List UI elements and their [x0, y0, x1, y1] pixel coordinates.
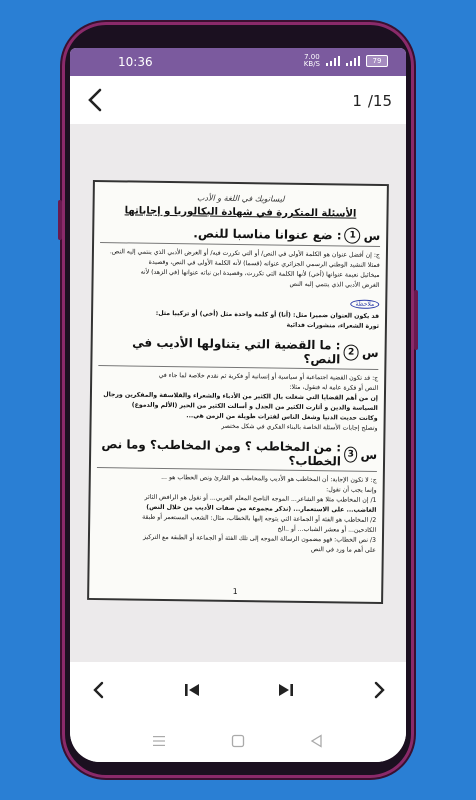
doc-page-number: 1 [232, 586, 238, 597]
network-speed: 7.00 KB/S [303, 53, 320, 68]
doc-title: الأسئلة المتكررة في شهادة البكالوريا و إجاباتها [124, 205, 357, 220]
current-page: 1 [352, 92, 362, 110]
page-indicator [352, 92, 392, 110]
question-3: س 3 : من المخاطب ؟ ومن المخاطب؟ وما نص الخطاب؟ [97, 437, 377, 472]
nav-back-icon[interactable] [308, 732, 326, 750]
total-pages: /15 [367, 92, 392, 110]
skip-first-icon[interactable] [178, 676, 206, 704]
answer-line: الغاضب... على الاستعمار... (نذكر مجموعة من صفات الأديب من خلال النص) [146, 503, 377, 514]
answer-line: وإنما يجب أن نقول: [326, 486, 377, 494]
skip-last-icon[interactable] [272, 676, 300, 704]
answer-line: ج: إن أفضل عنوان هو الكلمة الأولى في النص/ أو التي تكررت فيه/ أو الغرض الأدبي الذي ينتمي إليه النص. [109, 248, 380, 259]
answer-line: وكانت حديث الدنيا وشغل الناس لفترات طويلة من الزمن هي... [186, 412, 378, 422]
answer-line: وتصلح إجابات الأسئلة الخاصة بالبناء الفكري في شكل مختصر [221, 422, 378, 432]
phone-screen [70, 48, 406, 762]
status-time: 10:36 [118, 55, 153, 69]
answer-line: النص أو فكرة عامة له فنقول، مثلا: [289, 383, 379, 392]
note-line: قد يكون العنوان ضميرا مثل: (أنا) أو كلمة واحدة مثل (أخي) أو تركيبا مثل: [155, 309, 380, 320]
answer-line: الكادحين... أو معشر الشباب... أو ..الخ [277, 525, 377, 534]
question-2: س 2 : ما القضية التي يتناولها الأديب في النص؟ [98, 335, 378, 370]
answer-line: 3/ نص الخطاب: فهو مضمون الرسالة الموجه إلى تلك الفئة أو الجماعة أو الطبقة مع التركيز [142, 533, 376, 544]
status-bar [70, 48, 406, 76]
answer-line: السياسة والدين و أثارت الكثير من الجدل و أسالت الكثير من الحبر (الألم والدموع) [131, 401, 378, 412]
power-button [414, 290, 418, 350]
question-1: س 1 : ضع عنوانا مناسبا للنص. [100, 224, 380, 247]
page-controls [70, 662, 406, 720]
signal-icon [326, 56, 340, 66]
document-viewer[interactable] [70, 124, 406, 662]
system-nav-bar [70, 720, 406, 762]
answer-line: الغرض الأدبي الذي ينتمي إليه النص [289, 280, 380, 289]
volume-button [58, 200, 62, 240]
chevron-right-icon[interactable] [366, 676, 394, 704]
home-icon[interactable] [229, 732, 247, 750]
arrow-left-icon[interactable] [84, 86, 110, 114]
doc-header: ليسانويك في اللغة و الأدب [196, 193, 285, 204]
answer-line: على أهم ما ورد في النص [310, 546, 376, 554]
answer-line: ج: قد تكون القضية اجتماعية أو سياسية أو إنسانية أو فكرية ثم نقدم خلاصة لما جاء في [158, 371, 379, 382]
battery-icon: 79 [366, 55, 388, 67]
menu-icon[interactable] [150, 732, 168, 750]
answer-line: 2/ المخاطب هو الفئة أو الجماعة التي يتوجه إليها بالخطاب، مثال: الشعب المستعمر أو طبقة [142, 513, 377, 524]
document-page [87, 180, 389, 604]
answer-line: إن من أهم القضايا التي شغلت بال الكثير من الأدباء والشعراء والفلاسفة والمفكرين ورجال [103, 391, 378, 402]
answer-line: ج: لا تكون الإجابة: أن المخاطب هو الأديب والمخاطب هو القارئ ونص الخطاب هو ... [161, 473, 377, 484]
answer-line: فمثلا النشيد الوطني الرسمي الجزائري عنوانه (قسما) لأنه الكلمة الأولى في النص، وقصيدة [148, 258, 380, 269]
chevron-left-icon[interactable] [84, 676, 112, 704]
top-bar [70, 76, 406, 124]
answer-line: ميخائيل نعيمة عنوانها (أخي) لأنها الكلمة التي تكررت، وقصيدة ابن نباته عنوانها (في الزهد) لأنه [140, 268, 380, 279]
status-indicators [304, 54, 388, 68]
note-label: ملاحظة [351, 300, 380, 309]
note-line: ثورة الشعراء، منشورات فدائية [286, 321, 379, 330]
signal-2-icon [346, 56, 360, 66]
answer-line: 1/ إن المخاطب مثلا هو الشاعر... الموجه الناصح المعلم العربي... أو نقول هو الرافض الثائر [144, 493, 377, 504]
